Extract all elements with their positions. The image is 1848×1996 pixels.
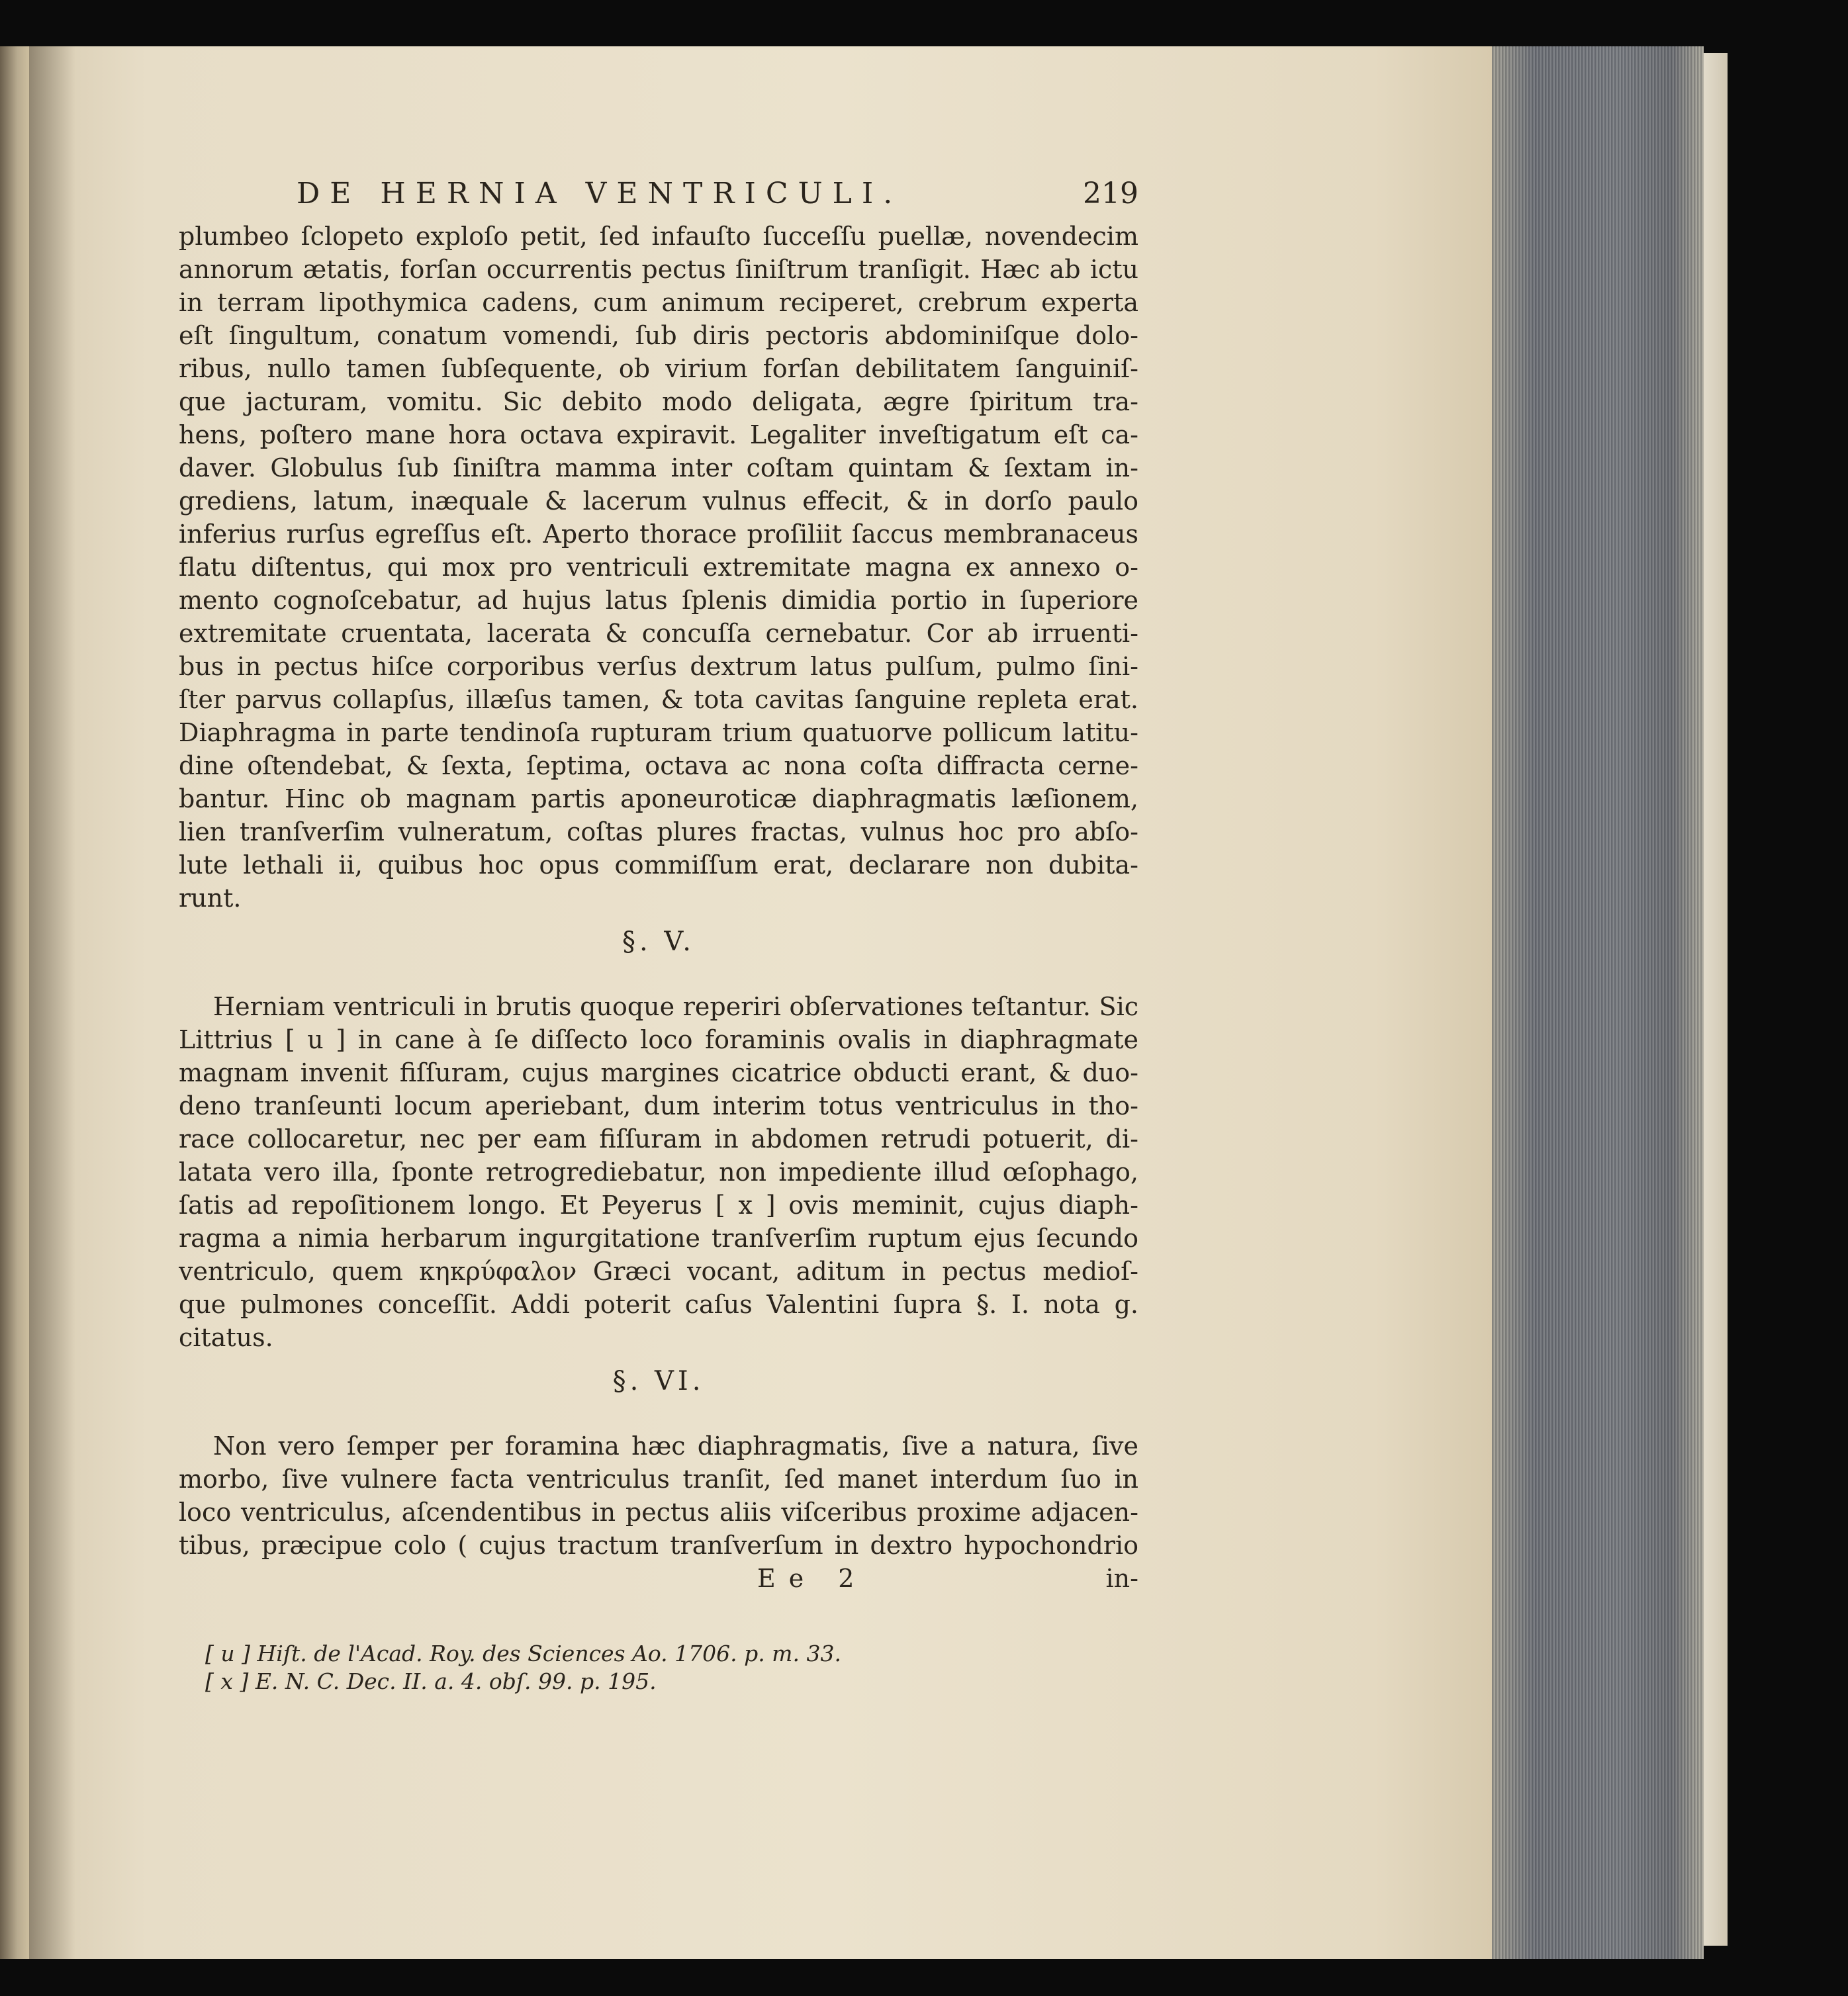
text-line: in terram lipothymica cadens, cum animum reciperet, crebrum experta (179, 288, 1138, 317)
text-line: morbo, ſive vulnere facta ventriculus tranſit, ſed manet interdum ſuo in (179, 1465, 1138, 1494)
text-line: latata vero illa, ſponte retrogrediebatur, non impediente illud œſophago, (179, 1157, 1138, 1187)
section-heading-vi: §. VI. (612, 1366, 705, 1396)
text-line: lute lethali ii, quibus hoc opus commiſſum erat, declarare non dubita- (179, 850, 1138, 880)
book-page-edges (1492, 46, 1704, 1959)
paragraph-2 (179, 990, 1138, 1354)
footnote-u: [ u ] Hiſt. de l'Acad. Roy. des Sciences Ao. 1706. p. m. 33. (205, 1641, 841, 1666)
text-line: annorum ætatis, forſan occurrentis pectus ſiniſtrum tranſigit. Hæc ab ictu (179, 255, 1138, 284)
text-line: loco ventriculus, aſcendentibus in pectus aliis viſceribus proxime adjacen- (179, 1498, 1138, 1527)
text-line: ſatis ad repoſitionem longo. Et Peyerus [ x ] ovis meminit, cujus diaph- (179, 1191, 1138, 1220)
text-line: citatus. (179, 1323, 273, 1352)
text-line: Non vero ſemper per foramina hæc diaphragmatis, ſive a natura, ſive (213, 1431, 1138, 1461)
page-gutter-shadow (29, 46, 75, 1959)
paragraph-1 (179, 220, 1138, 915)
footnotes (179, 1640, 1138, 1696)
text-line: que jacturam, vomitu. Sic debito modo deligata, ægre ſpiritum tra- (179, 387, 1138, 416)
text-line: hens, poſtero mane hora octava expiravit. Legaliter inveſtigatum eſt ca- (179, 420, 1138, 449)
text-line: ſter parvus collapſus, illæſus tamen, & tota cavitas ſanguine repleta erat. (179, 685, 1138, 714)
text-line: race collocaretur, nec per eam fiſſuram in abdomen retrudi potuerit, di- (179, 1124, 1138, 1154)
text-line: mento cognoſcebatur, ad hujus latus ſplenis dimidia portio in ſuperiore (179, 586, 1138, 615)
footnote-x: [ x ] E. N. C. Dec. II. a. 4. obſ. 99. p. 195. (205, 1668, 657, 1694)
page-content (179, 173, 1138, 1696)
running-head-title: DE HERNIA VENTRICULI. (297, 177, 903, 210)
text-line: extremitate cruentata, lacerata & concuſſa cernebatur. Cor ab irruenti- (179, 619, 1138, 648)
text-line: lien tranſverſim vulneratum, coſtas plures fractas, vulnus hoc pro abſo- (179, 817, 1138, 846)
paragraph-3 (179, 1429, 1138, 1562)
text-line: ragma a nimia herbarum ingurgitatione tranſverſim ruptum ejus ſecundo (179, 1224, 1138, 1253)
text-line: Diaphragma in parte tendinoſa rupturam trium quatuorve pollicum latitu- (179, 718, 1138, 747)
book-cover-edge (1704, 53, 1728, 1946)
text-line: flatu diſtentus, qui mox pro ventriculi extremitate magna ex annexo o- (179, 553, 1138, 582)
left-page-edge (0, 46, 29, 1959)
text-line: que pulmones conceſſit. Addi poterit caſus Valentini ſupra §. I. nota g. (179, 1290, 1138, 1319)
text-line: grediens, latum, inæquale & lacerum vulnus effecit, & in dorſo paulo (179, 486, 1138, 516)
text-line: Littrius [ u ] in cane à ſe diſſecto loco foraminis ovalis in diaphragmate (179, 1025, 1138, 1054)
text-line: daver. Globulus ſub ſiniſtra mamma inter coſtam quintam & ſextam in- (179, 453, 1138, 482)
text-line: bus in pectus hiſce corporibus verſus dextrum latus pulſum, pulmo ſini- (179, 652, 1138, 681)
text-line: ventriculo, quem κηκρύφαλον Græci vocant, aditum in pectus medioſ- (179, 1257, 1138, 1286)
text-line: tibus, præcipue colo ( cujus tractum tranſverſum in dextro hypochondrio (179, 1531, 1138, 1560)
catchword: in- (1105, 1564, 1138, 1593)
text-line: inferius rurſus egreſſus eſt. Aperto thorace proſiliit ſaccus membranaceus (179, 520, 1138, 549)
text-line: magnam invenit fiſſuram, cujus margines cicatrice obducti erant, & duo- (179, 1058, 1138, 1087)
text-line: deno tranſeunti locum aperiebant, dum interim totus ventriculus in tho- (179, 1091, 1138, 1120)
text-line: plumbeo ſclopeto exploſo petit, ſed infauſto ſucceſſu puellæ, novendecim (179, 222, 1138, 251)
text-line: eſt ſingultum, conatum vomendi, ſub diris pectoris abdominiſque dolo- (179, 321, 1138, 350)
text-line: dine oſtendebat, & ſexta, ſeptima, octava ac nona coſta diffracta cerne- (179, 751, 1138, 780)
section-heading-v: §. V. (622, 927, 696, 957)
text-line: ribus, nullo tamen ſubſequente, ob virium forſan debilitatem ſanguiniſ- (179, 354, 1138, 383)
text-line: Herniam ventriculi in brutis quoque reperiri obſervationes teſtantur. Sic (213, 992, 1138, 1021)
text-line: bantur. Hinc ob magnam partis aponeuroticæ diaphragmatis læſionem, (179, 784, 1138, 813)
catchline (179, 1562, 1138, 1595)
text-line: runt. (179, 884, 242, 913)
page-number: 219 (1083, 177, 1138, 210)
signature-mark: Ee 2 (757, 1564, 868, 1593)
running-head (179, 173, 1138, 214)
